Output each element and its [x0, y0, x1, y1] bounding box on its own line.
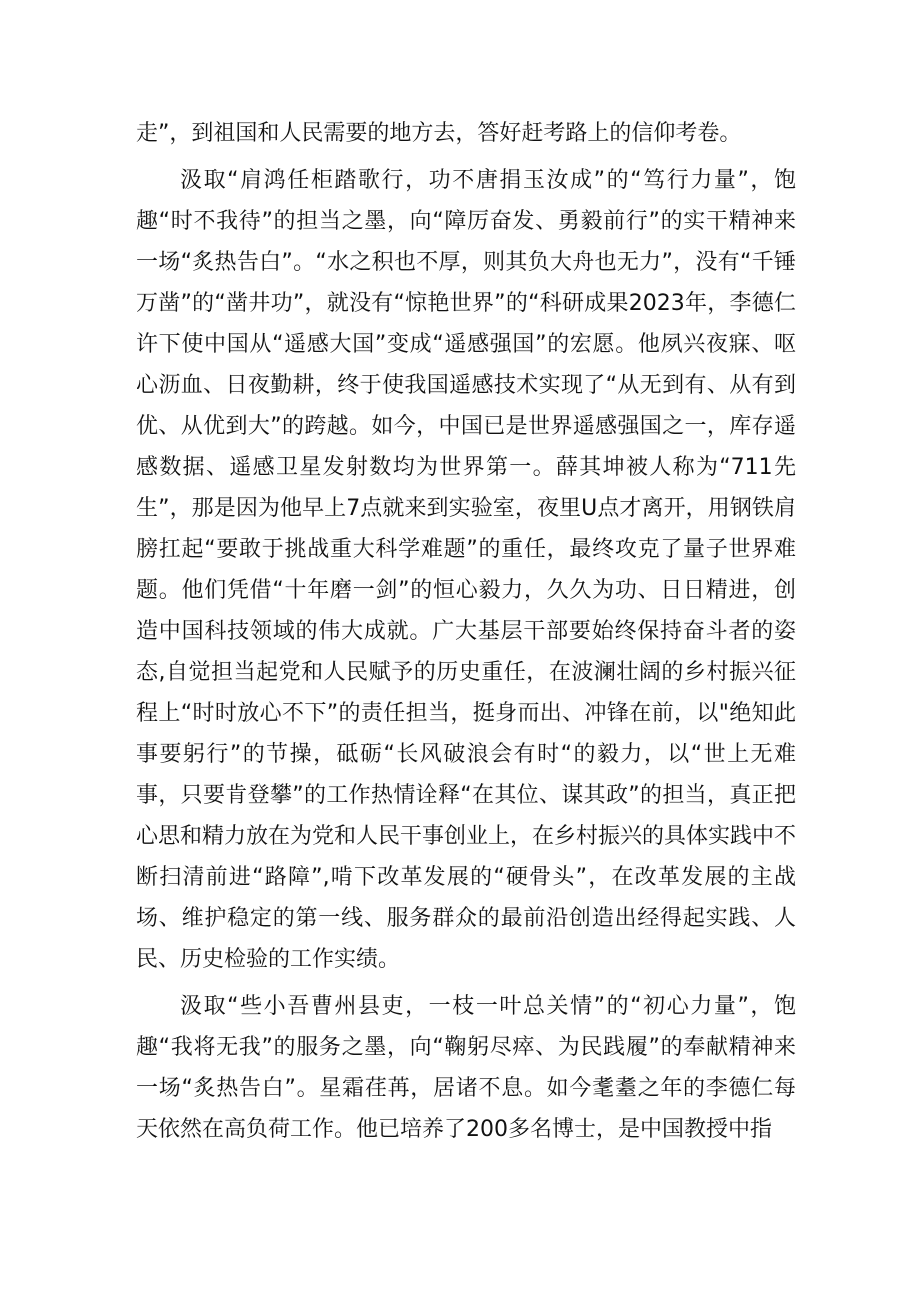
paragraph-3: 汲取“些小吾曹州县吏，一枝一叶总关情”的“初心力量”，饱趣“我将无我”的服务之墨，向“鞠躬尽瘁、为民践履”的奉献精神来一场“炙热告白”。星霜荏苒，居诸不息。如今耄耋之年的李德仁每天依然在高负荷工作。他已培养了200多名博士，是中国教授中指 [136, 994, 796, 1142]
paragraph-1: 走”，到祖国和人民需要的地方去，答好赶考路上的信仰考卷。 [136, 121, 742, 146]
paragraph-2: 汲取“肩鸿任柜踏歌行，功不唐捐玉汝成”的“笃行力量”，饱趣“时不我待”的担当之墨，向“障厉奋发、勇毅前行”的实干精神来一场“炙热告白”。“水之积也不厚，则其负大舟也无力”，没有“千锤万凿”的“凿井功”，就没有“惊艳世界”的“科研成果2023年，李德仁许下使中国从“遥感大国”变成“遥感强国”的宏愿。他夙兴夜寐、呕心沥血、日夜勤耕，终于使我国遥感技术实现了“从无到有、从有到优、从优到大”的跨越。如今，中国已是世界遥感强国之一，库存遥感数据、遥感卫星发射数均为世界第一。薛其坤被人称为“711先生”，那是因为他早上7点就来到实验室，夜里U点才离开，用钢铁肩膀扛起“要敢于挑战重大科学难题”的重任，最终攻克了量子世界难题。他们凭借“十年磨一剑”的恒心毅力，久久为功、日日精进，创造中国科技领域的伟大成就。广大基层干部要始终保持奋斗者的姿态,自觉担当起党和人民赋予的历史重任，在波澜壮阔的乡村振兴征程上“时时放心不下”的责任担当，挺身而出、冲锋在前，以"绝知此事要躬行”的节操，砥砺“长风破浪会有时“的毅力，以“世上无难事，只要肯登攀”的工作热情诠释“在其位、谋其政”的担当，真正把心思和精力放在为党和人民干事创业上，在乡村振兴的具体实践中不断扫清前进“路障”,啃下改革发展的“硬骨头”，在改革发展的主战场、维护稳定的第一线、服务群众的最前沿创造出经得起实践、人民、历史检验的工作实绩。 [136, 168, 797, 972]
document-body [136, 113, 796, 1150]
